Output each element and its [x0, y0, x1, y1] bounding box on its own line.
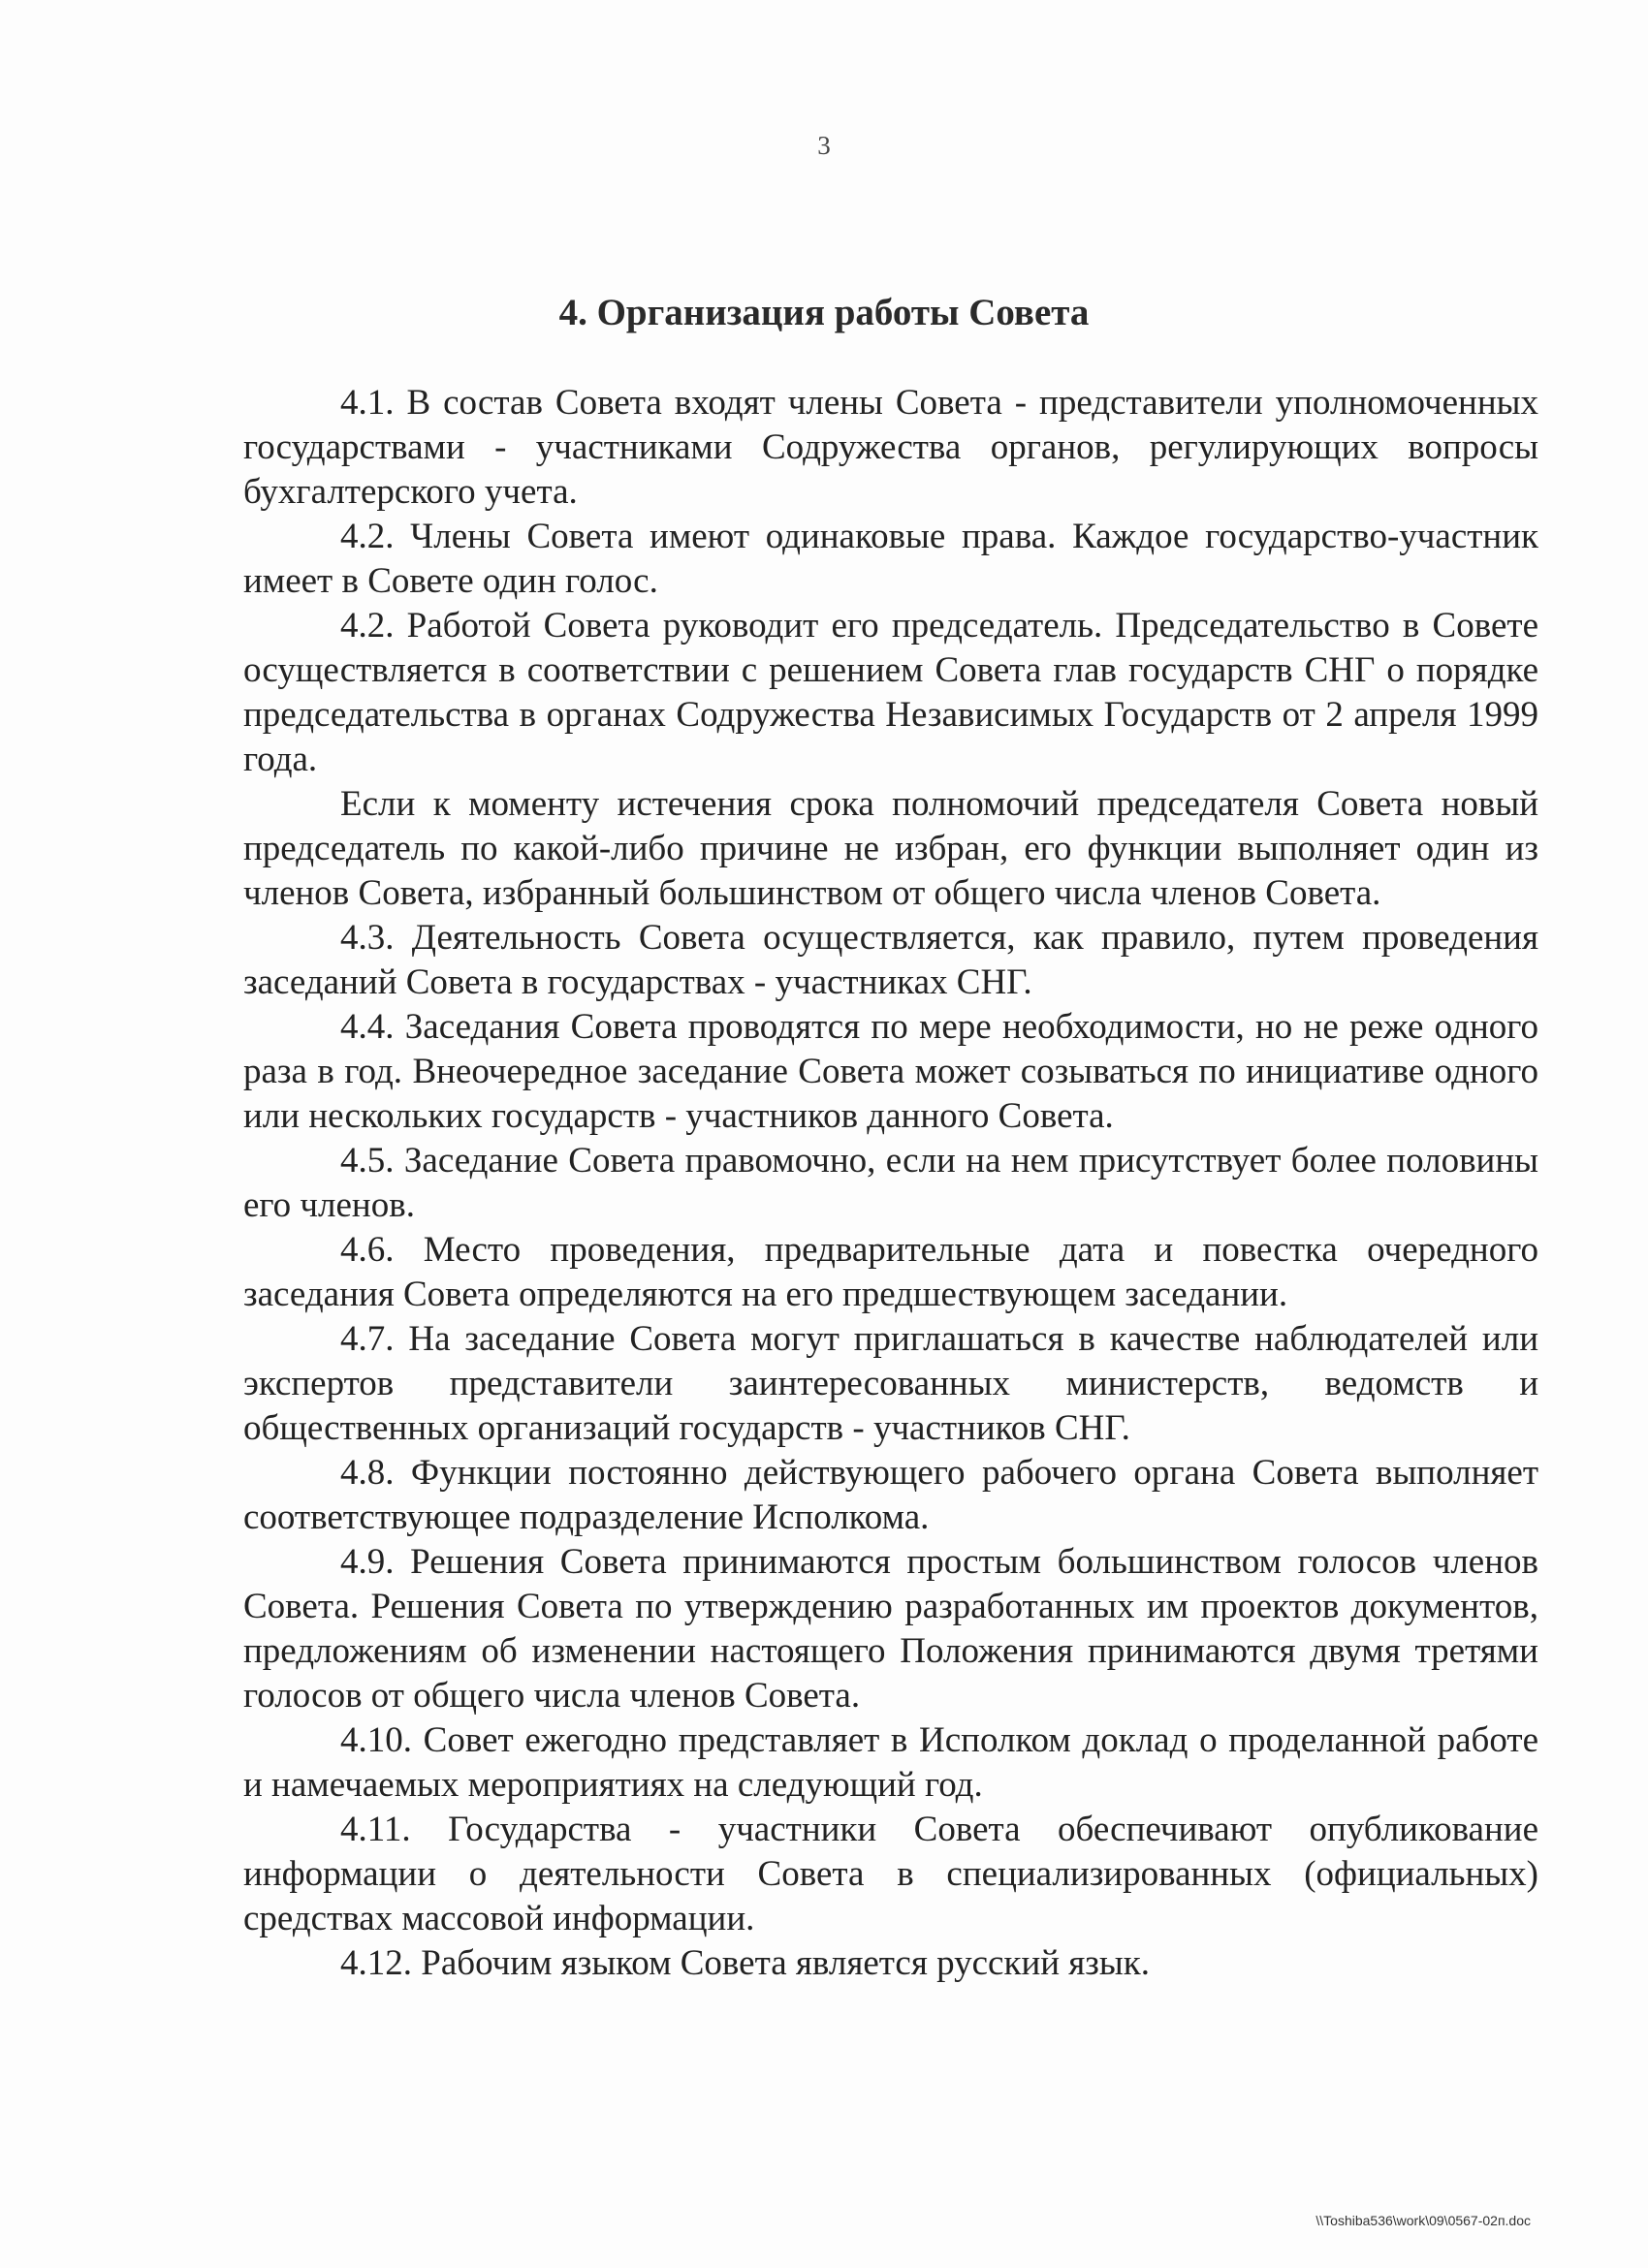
paragraph-4-8: 4.8. Функции постоянно действующего рабочего органа Совета выполняет соответствующее подразделение Исполкома. [243, 1453, 1538, 1537]
paragraph-4-2-chairman: 4.2. Работой Совета руководит его председатель. Председательство в Совете осуществляется в соответствии с решением Совета глав государств СНГ о порядке председательства в органах Содружества Независимых Государств от 2 апреля 1999 года. [243, 606, 1538, 779]
paragraph-4-10: 4.10. Совет ежегодно представляет в Исполком доклад о проделанной работе и намечаемых мероприятиях на следующий год. [243, 1720, 1538, 1805]
paragraph-4-4: 4.4. Заседания Совета проводятся по мере необходимости, но не реже одного раза в год. Внеочередное заседание Совета может созываться по инициативе одного или нескольких государств - участников данного Совета. [243, 1007, 1538, 1136]
paragraph-4-2-rights: 4.2. Члены Совета имеют одинаковые права. Каждое государство-участник имеет в Совете один голос. [243, 517, 1538, 601]
section-heading: 4. Организация работы Совета [558, 292, 1090, 333]
paragraph-4-6: 4.6. Место проведения, предварительные дата и повестка очередного заседания Совета определяются на его предшествующем заседании. [243, 1230, 1538, 1314]
paragraph-4-11: 4.11. Государства - участники Совета обеспечивают опубликование информации о деятельности Совета в специализированных (официальных) средствах массовой информации. [243, 1810, 1538, 1938]
paragraph-4-7: 4.7. На заседание Совета могут приглашаться в качестве наблюдателей или экспертов представители заинтересованных министерств, ведомств и общественных организаций государств - участников СНГ. [243, 1319, 1538, 1448]
paragraph-4-3: 4.3. Деятельность Совета осуществляется, как правило, путем проведения заседаний Совета в государствах - участниках СНГ. [243, 918, 1538, 1002]
page-number: 3 [817, 131, 831, 160]
paragraph-4-1: 4.1. В состав Совета входят члены Совета - представители уполномоченных государствами - участниками Содружества органов, регулирующих вопросы бухгалтерского учета. [243, 383, 1538, 512]
document-body [243, 381, 1538, 1986]
paragraph-chairman-substitute: Если к моменту истечения срока полномочий председателя Совета новый председатель по какой-либо причине не избран, его функции выполняет один из членов Совета, избранный большинством от общего числа членов Совета. [243, 784, 1538, 913]
paragraph-4-12: 4.12. Рабочим языком Совета является русский язык. [340, 1943, 1151, 1983]
paragraph-4-9: 4.9. Решения Совета принимаются простым большинством голосов членов Совета. Решения Совета по утверждению разработанных им проектов документов, предложениям об изменении настоящего Положения принимаются двумя третями голосов от общего числа членов Совета. [243, 1542, 1538, 1716]
paragraph-4-5: 4.5. Заседание Совета правомочно, если на нем присутствует более половины его членов. [243, 1141, 1538, 1225]
footer-file-path: \\Toshiba536\work\09\0567-02п.doc [1315, 2213, 1531, 2228]
